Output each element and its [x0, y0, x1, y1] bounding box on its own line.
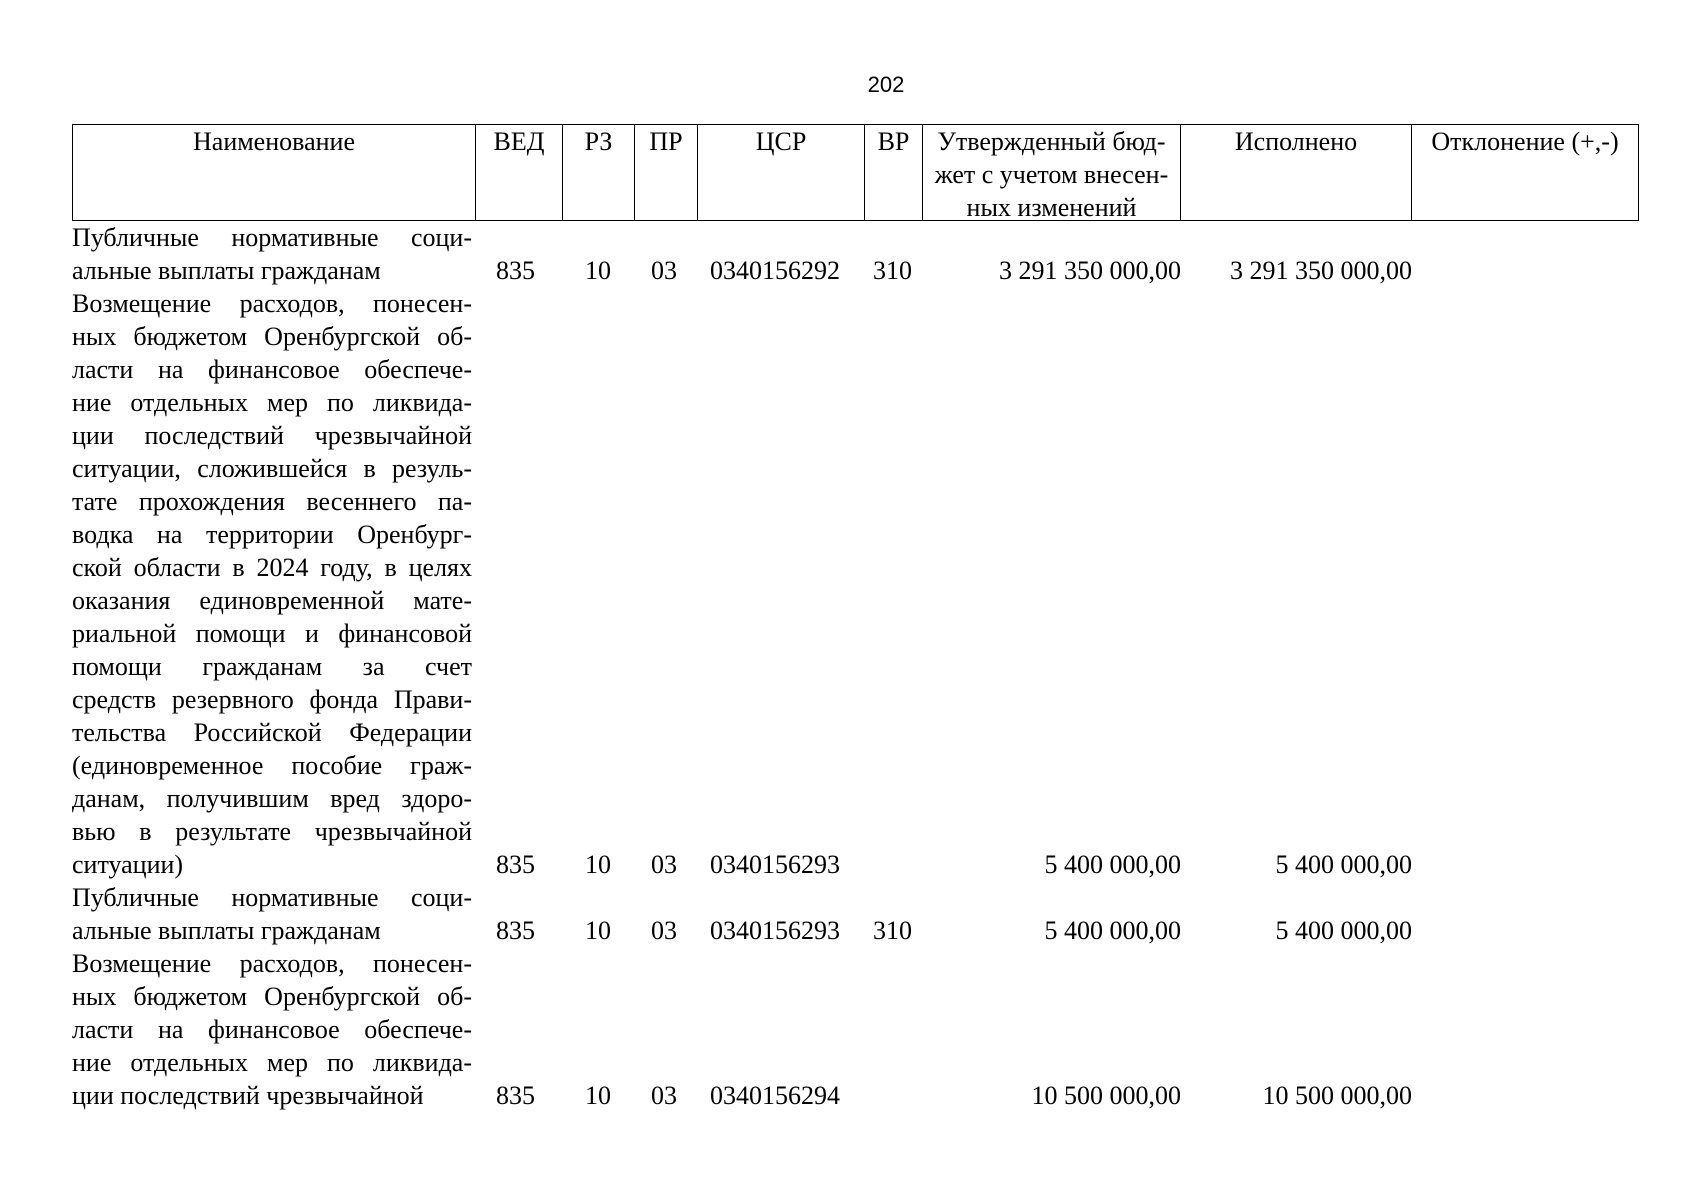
row-name-line: оказания единовременной мате-: [72, 586, 472, 615]
row-ved-value: 835: [496, 850, 535, 879]
header-budget-line: Утвержденный бюд-: [937, 127, 1166, 156]
row-name-line: данам, получившим вред здоро-: [72, 784, 472, 813]
row-rz-value: 10: [585, 256, 611, 285]
table-row: [72, 881, 1639, 947]
row-pr-value: 03: [651, 256, 677, 285]
table-row: [72, 221, 1639, 287]
row-ved-value: 835: [496, 1081, 535, 1110]
row-executed: [1181, 947, 1412, 1112]
row-name-line: ситуации, сложившейся в резуль-: [72, 454, 472, 483]
row-budget: [923, 221, 1181, 287]
row-deviation: [1412, 287, 1639, 881]
row-executed: [1181, 881, 1412, 947]
row-ved: [476, 881, 563, 947]
row-name: [72, 947, 476, 1112]
row-budget-value: 10 500 000,00: [1031, 1081, 1181, 1110]
row-ved: [476, 947, 563, 1112]
header-executed: Исполнено: [1181, 124, 1412, 221]
row-pr-value: 03: [651, 1081, 677, 1110]
header-budget-line: жет с учетом внесен-: [934, 160, 1169, 189]
table-row: [72, 287, 1639, 881]
row-csr-value: 0340156294: [710, 1081, 840, 1110]
row-budget: [923, 947, 1181, 1112]
row-vr-value: 310: [873, 916, 912, 945]
row-name-line: риальной помощи и финансовой: [72, 619, 472, 648]
row-name-line: вью в результате чрезвычайной: [72, 817, 472, 846]
row-ved: [476, 287, 563, 881]
row-name: [72, 881, 476, 947]
row-name-line: ние отдельных мер по ликвида-: [72, 388, 472, 417]
row-executed-value: 5 400 000,00: [1275, 850, 1412, 879]
row-pr-value: 03: [651, 916, 677, 945]
row-rz: [563, 947, 635, 1112]
header-budget: [923, 124, 1181, 221]
row-ved: [476, 221, 563, 287]
row-executed-value: 10 500 000,00: [1262, 1081, 1412, 1110]
row-pr: [635, 947, 698, 1112]
row-ved-value: 835: [496, 916, 535, 945]
row-rz: [563, 221, 635, 287]
row-budget-value: 5 400 000,00: [1044, 916, 1181, 945]
budget-table: [72, 124, 1639, 1112]
row-vr: [865, 287, 923, 881]
row-rz: [563, 881, 635, 947]
row-name: [72, 221, 476, 287]
row-budget-value: 3 291 350 000,00: [999, 256, 1181, 285]
row-executed-value: 5 400 000,00: [1275, 916, 1412, 945]
row-budget: [923, 287, 1181, 881]
row-executed: [1181, 287, 1412, 881]
row-name-line: альные выплаты гражданам: [72, 256, 381, 285]
row-csr-value: 0340156293: [710, 916, 840, 945]
row-name-line: помощи гражданам за счет: [72, 652, 472, 681]
row-pr-value: 03: [651, 850, 677, 879]
row-pr: [635, 221, 698, 287]
row-name-line: альные выплаты гражданам: [72, 916, 381, 945]
row-ved-value: 835: [496, 256, 535, 285]
row-rz-value: 10: [585, 1081, 611, 1110]
row-name-line: тате прохождения весеннего па-: [72, 487, 472, 516]
row-csr: [698, 221, 865, 287]
row-name-line: Возмещение расходов, понесен-: [72, 289, 472, 318]
header-pr: ПР: [635, 124, 698, 221]
row-rz-value: 10: [585, 850, 611, 879]
header-csr: ЦСР: [698, 124, 865, 221]
row-vr: [865, 221, 923, 287]
row-pr: [635, 287, 698, 881]
row-name-line: ситуации): [72, 850, 184, 879]
row-budget: [923, 881, 1181, 947]
row-rz: [563, 287, 635, 881]
header-deviation: Отклонение (+,-): [1412, 124, 1639, 221]
row-name-line: ласти на финансовое обеспече-: [72, 1015, 472, 1044]
row-name-line: Возмещение расходов, понесен-: [72, 949, 472, 978]
table-header: [72, 124, 1639, 221]
table-body: [72, 221, 1639, 1112]
row-name-line: ных бюджетом Оренбургской об-: [72, 322, 472, 351]
page-number: 202: [867, 72, 905, 97]
row-name-line: ции последствий чрезвычайной: [72, 421, 472, 450]
row-name-line: Публичные нормативные соци-: [72, 223, 472, 252]
row-name-line: ции последствий чрезвычайной: [72, 1081, 424, 1110]
header-rz: РЗ: [563, 124, 635, 221]
row-deviation: [1412, 221, 1639, 287]
row-vr: [865, 947, 923, 1112]
row-rz-value: 10: [585, 916, 611, 945]
row-name-line: (единовременное пособие граж-: [72, 751, 472, 780]
row-csr: [698, 287, 865, 881]
row-name-line: ние отдельных мер по ликвида-: [72, 1048, 472, 1077]
row-name-line: средств резервного фонда Прави-: [72, 685, 472, 714]
row-name-line: ных бюджетом Оренбургской об-: [72, 982, 472, 1011]
header-name: Наименование: [72, 124, 476, 221]
row-csr: [698, 881, 865, 947]
row-deviation: [1412, 881, 1639, 947]
row-name: [72, 287, 476, 881]
header-ved: ВЕД: [476, 124, 563, 221]
row-csr-value: 0340156293: [710, 850, 840, 879]
row-name-line: водка на территории Оренбург-: [72, 520, 472, 549]
row-pr: [635, 881, 698, 947]
row-csr: [698, 947, 865, 1112]
row-csr-value: 0340156292: [710, 256, 840, 285]
row-executed: [1181, 221, 1412, 287]
row-name-line: тельства Российской Федерации: [72, 718, 472, 747]
row-deviation: [1412, 947, 1639, 1112]
row-vr: [865, 881, 923, 947]
row-budget-value: 5 400 000,00: [1044, 850, 1181, 879]
row-executed-value: 3 291 350 000,00: [1230, 256, 1412, 285]
row-name-line: ласти на финансовое обеспече-: [72, 355, 472, 384]
row-name-line: Публичные нормативные соци-: [72, 883, 472, 912]
row-name-line: ской области в 2024 году, в целях: [72, 553, 472, 582]
row-vr-value: 310: [873, 256, 912, 285]
header-budget-line: ных изменений: [966, 193, 1137, 221]
header-vr: ВР: [865, 124, 923, 221]
table-row: [72, 947, 1639, 1112]
